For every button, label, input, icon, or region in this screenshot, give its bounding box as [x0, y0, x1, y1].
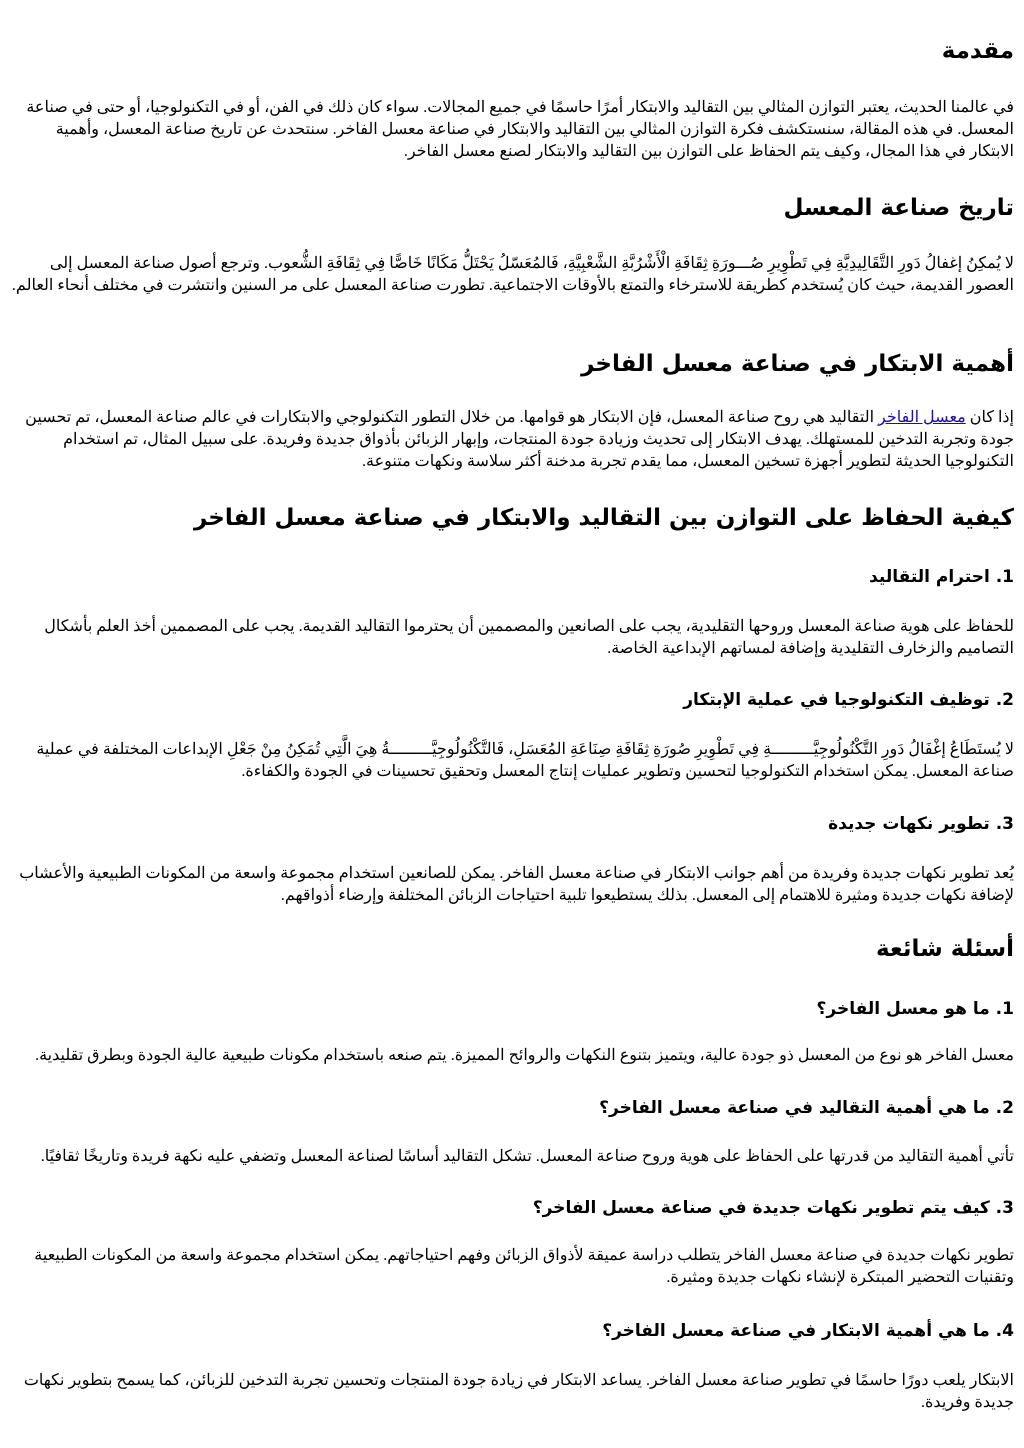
faq-answer: تطوير نكهات جديدة في صناعة معسل الفاخر يتطلب دراسة عميقة لأذواق الزبائن وفهم احتياجاتهم. يمكن استخدام مجموعة واسعة من المكونات الطبيعية وتقنيات التحضير المبتكرة لإنشاء نكهات جديدة ومثيرة. [34, 1247, 1014, 1286]
innovation-text-rest: التقاليد هي روح صناعة المعسل، فإن الابتكار هو قوامها. من خلال التطور التكنولوجي والابتكارات في عالم صناعة المعسل، تم تحسين جودة وتجربة التدخين للمستهلك. يهدف الابتكار إلى تحديث وزيادة جودة المنتجات، وإبهار الزبائن بأذواق جديدة وفريدة. على سبيل المثال، تم استخدام التكنولوجيا الحديثة لتطوير أجهزة تسخين المعسل، مما يقدم تجربة مدخنة أكثر سلاسة ونكهات متنوعة. [25, 409, 1014, 470]
faq-question: 2. ما هي أهمية التقاليد في صناعة معسل الفاخر؟ [599, 1098, 1014, 1118]
balance-item-text: للحفاظ على هوية صناعة المعسل وروحها التقليدية، يجب على الصانعين والمصممين أن يحترموا التقاليد القديمة. يجب على المصممين أخذ العلم بأشكال التصاميم والزخارف التقليدية وإضافة لمساتهم الإبداعية الخاصة. [44, 618, 1014, 657]
intro-heading: مقدمة [941, 38, 1014, 64]
faq-heading: أسئلة شائعة [875, 936, 1014, 962]
innovation-heading: أهمية الابتكار في صناعة معسل الفاخر [581, 351, 1014, 377]
balance-heading: كيفية الحفاظ على التوازن بين التقاليد والابتكار في صناعة معسل الفاخر [193, 505, 1014, 531]
balance-item-text: لا يُستَطَاعُ إغْفَالُ دَورِ التَّكْنُولُوجِيَّـــــــــةِ فِي تَطْوِيرِ صُورَةِ ثِقَافَةِ صِنَاعَةِ المُعَسَلِ، فَالتَّكْنُولُوجِيَّـــــــــةُ هِيَ الَّتِي تُمَكِنُ مِنْ جَعْلِ الإبداعات المختلفة في عملية صناعة المعسل. يمكن استخدام التكنولوجيا لتحسين وتطوير عمليات إنتاج المعسل وتحقيق تحسينات في الجودة والكفاءة. [36, 741, 1014, 780]
history-heading: تاريخ صناعة المعسل [783, 195, 1014, 221]
balance-item-title: 1. احترام التقاليد [869, 567, 1014, 587]
inline-link-muassal-fakher[interactable]: معسل الفاخر [878, 409, 966, 426]
faq-answer: معسل الفاخر هو نوع من المعسل ذو جودة عالية، ويتميز بتنوع النكهات والروائح المميزة. يتم صنعه باستخدام مكونات طبيعية عالية الجودة وبطرق تقليدية. [35, 1047, 1014, 1064]
faq-answer: تأتي أهمية التقاليد من قدرتها على الحفاظ على هوية وروح صناعة المعسل. تشكل التقاليد أساسًا لصناعة المعسل وتضفي عليه نكهة فريدة وتاريخًا ثقافيًا. [40, 1148, 1014, 1165]
faq-question: 3. كيف يتم تطوير نكهات جديدة في صناعة معسل الفاخر؟ [532, 1198, 1014, 1218]
balance-item-title: 2. توظيف التكنولوجيا في عملية الإبتكار [683, 690, 1014, 710]
faq-question: 1. ما هو معسل الفاخر؟ [816, 999, 1014, 1019]
innovation-text-start: إذا كان [965, 409, 1014, 426]
intro-paragraph: في عالمنا الحديث، يعتبر التوازن المثالي بين التقاليد والابتكار أمرًا حاسمًا في جميع المجالات. سواء كان ذلك في الفن، أو في التكنولوجيا، أو حتى في صناعة المعسل. في هذه المقالة، سنستكشف فكرة التوازن المثالي بين التقاليد والابتكار في صناعة معسل الفاخر. سنتحدث عن تاريخ صناعة المعسل، وأهمية الابتكار في هذا المجال، وكيف يتم الحفاظ على التوازن بين التقاليد والابتكار لصنع معسل الفاخر. [26, 99, 1014, 160]
faq-question: 4. ما هي أهمية الابتكار في صناعة معسل الفاخر؟ [602, 1321, 1014, 1341]
balance-item-title: 3. تطوير نكهات جديدة [828, 814, 1014, 834]
history-paragraph: لا يُمكِنُ إغفالُ دَورِ التَّقَالِيدِيَّةِ فِي تَطْوِيرِ صُـــورَةِ ثِقَافَةِ الْأَشْرُبَّةِ الشَّعْبِيَّةِ، فَالمُعَسّلُ يَحْتَلُّ مَكَانًا خَاصًّا فِي ثِقَافَةِ الشُّعوب. وترجع أصول صناعة المعسل إلى العصور القديمة، حيث كان يُستخدم كطريقة للاسترخاء والتمتع بالأوقات الاجتماعية. تطورت صناعة المعسل على مر السنين وانتشرت في مختلف أنحاء العالم. [11, 255, 1014, 294]
innovation-paragraph [10, 407, 1014, 473]
faq-answer: الابتكار يلعب دورًا حاسمًا في تطوير صناعة معسل الفاخر. يساعد الابتكار في زيادة جودة المنتجات وتحسين تجربة التدخين للزبائن، كما يسمح بتطوير نكهات جديدة وفريدة. [23, 1372, 1014, 1411]
balance-item-text: يُعد تطوير نكهات جديدة وفريدة من أهم جوانب الابتكار في صناعة معسل الفاخر. يمكن للصانعين استخدام مجموعة واسعة من المكونات الطبيعية والأعشاب لإضافة نكهات جديدة ومثيرة للاهتمام إلى المعسل. بذلك يستطيعوا تلبية احتياجات الزبائن المختلفة وإرضاء أذواقهم. [19, 865, 1014, 904]
